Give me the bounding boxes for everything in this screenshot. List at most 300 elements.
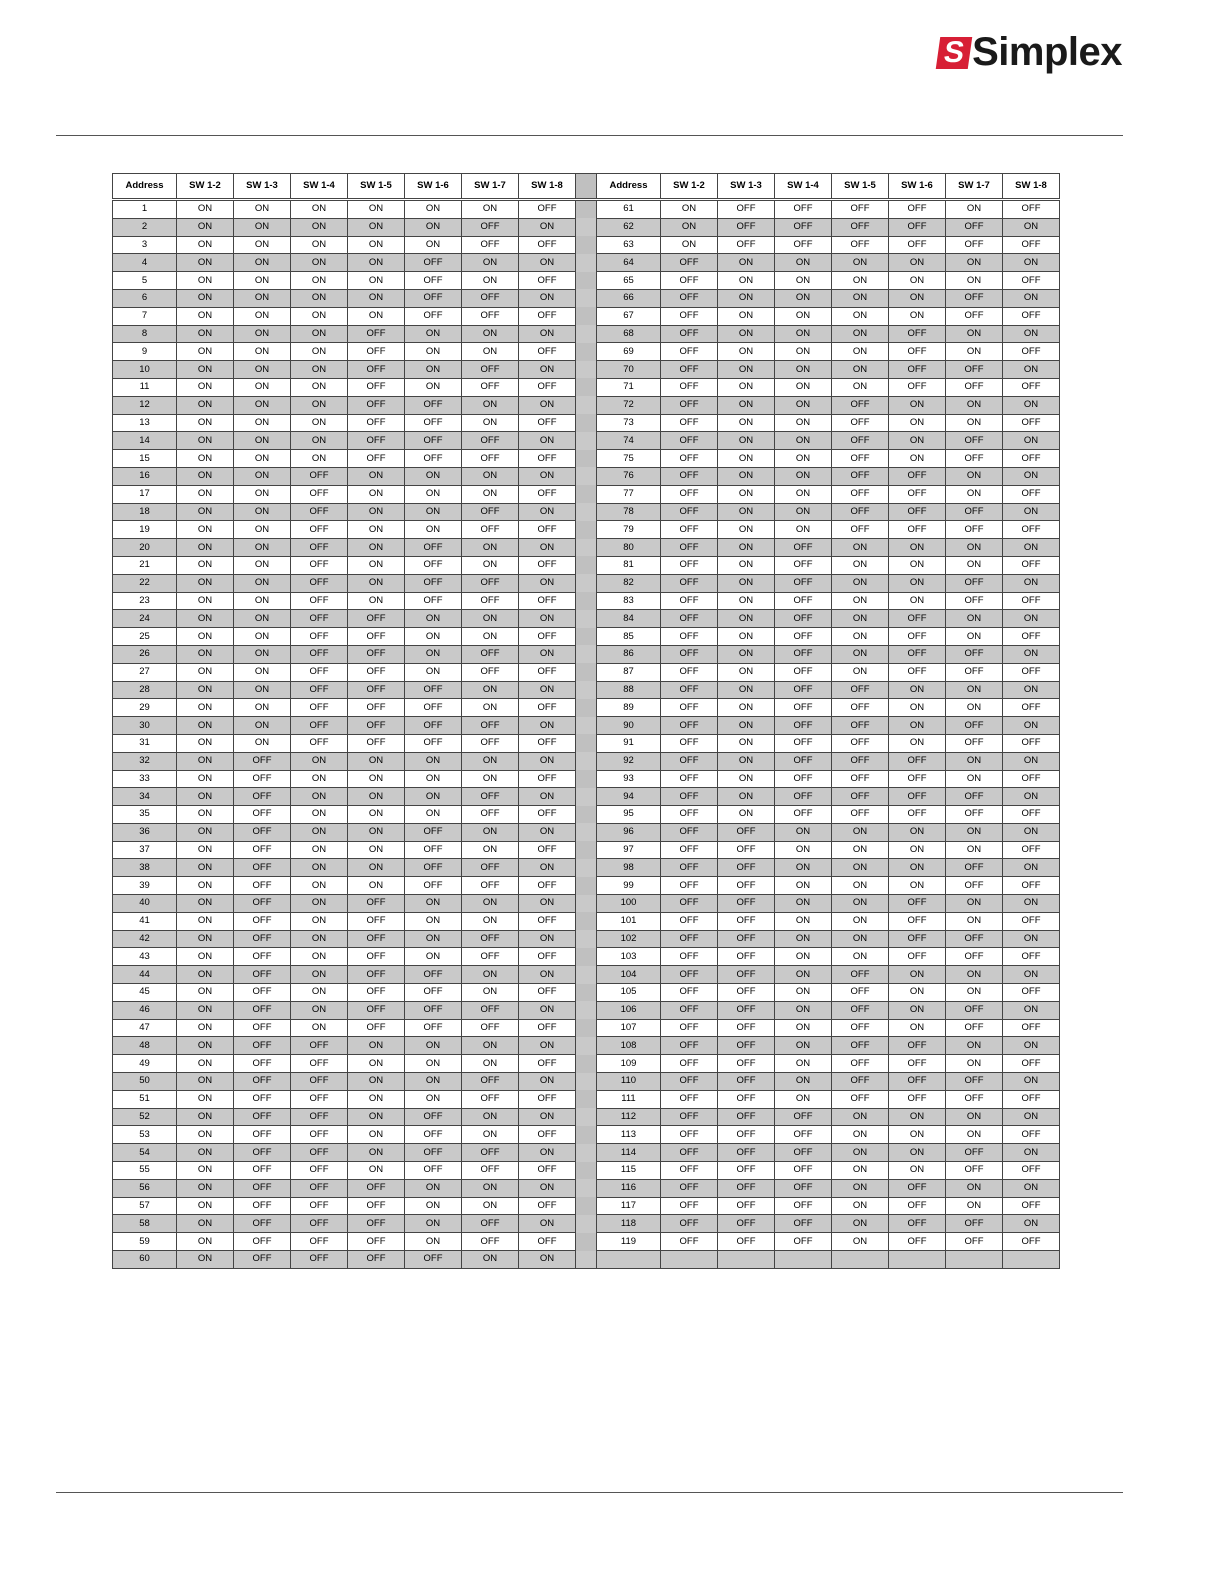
switch-cell: OFF bbox=[291, 1162, 348, 1180]
switch-cell: ON bbox=[718, 645, 775, 663]
switch-cell: ON bbox=[718, 592, 775, 610]
address-cell: 13 bbox=[113, 414, 177, 432]
table-gap bbox=[576, 503, 597, 521]
switch-cell: OFF bbox=[291, 1037, 348, 1055]
switch-cell: OFF bbox=[405, 1144, 462, 1162]
switch-cell: OFF bbox=[946, 236, 1003, 254]
switch-cell: ON bbox=[775, 396, 832, 414]
switch-cell: OFF bbox=[889, 467, 946, 485]
switch-cell: ON bbox=[234, 450, 291, 468]
switch-cell: OFF bbox=[519, 272, 576, 290]
switch-cell: ON bbox=[405, 912, 462, 930]
switch-cell: ON bbox=[1003, 895, 1060, 913]
switch-cell: OFF bbox=[462, 289, 519, 307]
switch-cell: ON bbox=[718, 414, 775, 432]
switch-cell: ON bbox=[405, 770, 462, 788]
switch-cell: ON bbox=[234, 361, 291, 379]
table-row bbox=[113, 663, 1060, 681]
table-gap bbox=[576, 841, 597, 859]
address-cell: 12 bbox=[113, 396, 177, 414]
table-row bbox=[113, 521, 1060, 539]
switch-cell: ON bbox=[348, 877, 405, 895]
table-row bbox=[113, 717, 1060, 735]
address-cell: 71 bbox=[597, 378, 661, 396]
address-cell: 14 bbox=[113, 432, 177, 450]
switch-cell: ON bbox=[177, 1001, 234, 1019]
switch-cell: ON bbox=[234, 699, 291, 717]
switch-cell: ON bbox=[946, 681, 1003, 699]
switch-cell: OFF bbox=[661, 752, 718, 770]
switch-cell: ON bbox=[177, 467, 234, 485]
switch-cell: ON bbox=[462, 200, 519, 219]
switch-cell bbox=[946, 1251, 1003, 1269]
switch-cell: ON bbox=[234, 396, 291, 414]
switch-cell: ON bbox=[348, 823, 405, 841]
switch-cell: OFF bbox=[234, 895, 291, 913]
switch-cell: OFF bbox=[775, 788, 832, 806]
switch-cell: ON bbox=[405, 1055, 462, 1073]
switch-cell: ON bbox=[832, 1162, 889, 1180]
switch-cell: ON bbox=[177, 325, 234, 343]
address-cell: 58 bbox=[113, 1215, 177, 1233]
switch-cell: OFF bbox=[1003, 378, 1060, 396]
switch-cell: OFF bbox=[348, 450, 405, 468]
switch-cell: OFF bbox=[1003, 236, 1060, 254]
switch-cell: ON bbox=[234, 645, 291, 663]
switch-cell: OFF bbox=[661, 539, 718, 557]
switch-cell: OFF bbox=[348, 930, 405, 948]
switch-cell: ON bbox=[234, 200, 291, 219]
table-row bbox=[113, 450, 1060, 468]
switch-cell: OFF bbox=[291, 592, 348, 610]
switch-cell: ON bbox=[234, 610, 291, 628]
switch-cell: ON bbox=[1003, 1073, 1060, 1091]
switch-cell: ON bbox=[291, 343, 348, 361]
switch-cell: OFF bbox=[348, 343, 405, 361]
switch-cell: OFF bbox=[661, 467, 718, 485]
table-row bbox=[113, 859, 1060, 877]
table-row bbox=[113, 930, 1060, 948]
switch-cell: OFF bbox=[234, 912, 291, 930]
switch-cell: OFF bbox=[405, 1162, 462, 1180]
address-cell: 98 bbox=[597, 859, 661, 877]
table-gap bbox=[576, 984, 597, 1002]
address-cell: 104 bbox=[597, 966, 661, 984]
table-row bbox=[113, 912, 1060, 930]
switch-cell: OFF bbox=[661, 930, 718, 948]
switch-cell: ON bbox=[832, 325, 889, 343]
switch-cell: ON bbox=[718, 450, 775, 468]
simplex-logo bbox=[938, 30, 1122, 75]
switch-cell: ON bbox=[348, 467, 405, 485]
switch-cell: OFF bbox=[234, 1037, 291, 1055]
switch-cell: ON bbox=[291, 378, 348, 396]
switch-cell: OFF bbox=[661, 806, 718, 824]
switch-cell: ON bbox=[177, 912, 234, 930]
address-cell: 109 bbox=[597, 1055, 661, 1073]
switch-cell: OFF bbox=[348, 610, 405, 628]
switch-cell: ON bbox=[946, 841, 1003, 859]
table-gap bbox=[576, 1144, 597, 1162]
switch-cell: OFF bbox=[234, 752, 291, 770]
switch-cell: OFF bbox=[405, 681, 462, 699]
switch-cell: ON bbox=[234, 663, 291, 681]
switch-cell: OFF bbox=[718, 1179, 775, 1197]
switch-cell: ON bbox=[291, 948, 348, 966]
switch-cell: ON bbox=[177, 1019, 234, 1037]
switch-cell: ON bbox=[775, 984, 832, 1002]
switch-cell: OFF bbox=[462, 734, 519, 752]
switch-cell: OFF bbox=[405, 1251, 462, 1269]
switch-cell: OFF bbox=[519, 236, 576, 254]
switch-cell: ON bbox=[405, 610, 462, 628]
address-cell: 72 bbox=[597, 396, 661, 414]
switch-cell: OFF bbox=[519, 948, 576, 966]
switch-cell: OFF bbox=[775, 556, 832, 574]
switch-cell: OFF bbox=[775, 610, 832, 628]
switch-cell: OFF bbox=[661, 610, 718, 628]
switch-cell: OFF bbox=[348, 966, 405, 984]
table-row bbox=[113, 681, 1060, 699]
switch-cell: OFF bbox=[661, 1037, 718, 1055]
switch-cell: OFF bbox=[519, 450, 576, 468]
table-gap bbox=[576, 539, 597, 557]
switch-cell: ON bbox=[462, 770, 519, 788]
address-cell: 86 bbox=[597, 645, 661, 663]
switch-cell: ON bbox=[177, 895, 234, 913]
switch-cell: OFF bbox=[348, 396, 405, 414]
switch-cell: ON bbox=[775, 1001, 832, 1019]
column-header: SW 1-7 bbox=[946, 174, 1003, 200]
switch-cell: ON bbox=[348, 218, 405, 236]
switch-cell: ON bbox=[946, 1108, 1003, 1126]
table-row bbox=[113, 734, 1060, 752]
switch-cell: ON bbox=[889, 432, 946, 450]
switch-cell: OFF bbox=[1003, 1019, 1060, 1037]
switch-cell: ON bbox=[348, 1055, 405, 1073]
switch-cell: OFF bbox=[1003, 307, 1060, 325]
switch-cell: ON bbox=[177, 432, 234, 450]
switch-cell: OFF bbox=[889, 218, 946, 236]
switch-cell: ON bbox=[832, 289, 889, 307]
switch-cell: OFF bbox=[405, 823, 462, 841]
dip-switch-address-table bbox=[112, 173, 1060, 1269]
switch-cell: OFF bbox=[889, 343, 946, 361]
switch-cell: OFF bbox=[832, 432, 889, 450]
switch-cell: OFF bbox=[1003, 521, 1060, 539]
table-row bbox=[113, 254, 1060, 272]
switch-cell: ON bbox=[1003, 823, 1060, 841]
switch-cell: OFF bbox=[348, 1019, 405, 1037]
switch-cell: ON bbox=[462, 254, 519, 272]
switch-cell: OFF bbox=[519, 877, 576, 895]
switch-cell: ON bbox=[405, 325, 462, 343]
switch-cell: OFF bbox=[889, 1215, 946, 1233]
switch-cell: ON bbox=[718, 325, 775, 343]
switch-cell: OFF bbox=[234, 823, 291, 841]
switch-cell: OFF bbox=[291, 521, 348, 539]
table-gap bbox=[576, 770, 597, 788]
switch-cell: ON bbox=[832, 361, 889, 379]
switch-cell: ON bbox=[889, 556, 946, 574]
switch-cell: OFF bbox=[234, 1001, 291, 1019]
switch-cell: OFF bbox=[946, 1073, 1003, 1091]
switch-cell: ON bbox=[234, 539, 291, 557]
switch-cell: OFF bbox=[661, 681, 718, 699]
table-row bbox=[113, 984, 1060, 1002]
switch-cell: ON bbox=[348, 1144, 405, 1162]
switch-cell: OFF bbox=[661, 432, 718, 450]
switch-cell: OFF bbox=[661, 1144, 718, 1162]
switch-cell: OFF bbox=[775, 699, 832, 717]
switch-cell: ON bbox=[462, 1108, 519, 1126]
switch-cell: ON bbox=[519, 1215, 576, 1233]
switch-cell: ON bbox=[291, 396, 348, 414]
switch-cell: OFF bbox=[661, 361, 718, 379]
switch-cell bbox=[718, 1251, 775, 1269]
table-gap bbox=[576, 895, 597, 913]
switch-cell: ON bbox=[832, 307, 889, 325]
switch-cell: ON bbox=[519, 396, 576, 414]
switch-cell: ON bbox=[832, 610, 889, 628]
switch-cell: OFF bbox=[1003, 1233, 1060, 1251]
switch-cell: ON bbox=[462, 895, 519, 913]
switch-cell: OFF bbox=[519, 1233, 576, 1251]
address-cell: 77 bbox=[597, 485, 661, 503]
table-row bbox=[113, 396, 1060, 414]
switch-cell: ON bbox=[348, 485, 405, 503]
switch-cell: ON bbox=[462, 699, 519, 717]
switch-cell: OFF bbox=[405, 396, 462, 414]
switch-cell: OFF bbox=[661, 1162, 718, 1180]
switch-cell: ON bbox=[177, 539, 234, 557]
address-cell: 42 bbox=[113, 930, 177, 948]
switch-cell: OFF bbox=[889, 788, 946, 806]
table-gap bbox=[576, 1090, 597, 1108]
switch-cell: ON bbox=[718, 574, 775, 592]
switch-cell: OFF bbox=[405, 966, 462, 984]
switch-cell: OFF bbox=[889, 1233, 946, 1251]
switch-cell: OFF bbox=[946, 1019, 1003, 1037]
switch-cell: ON bbox=[234, 325, 291, 343]
switch-cell: ON bbox=[889, 1162, 946, 1180]
table-gap bbox=[576, 218, 597, 236]
switch-cell: ON bbox=[462, 841, 519, 859]
switch-cell: ON bbox=[177, 1108, 234, 1126]
switch-cell: ON bbox=[718, 628, 775, 646]
switch-cell: ON bbox=[234, 717, 291, 735]
switch-cell: OFF bbox=[832, 770, 889, 788]
switch-cell: ON bbox=[889, 699, 946, 717]
switch-cell: OFF bbox=[462, 1215, 519, 1233]
switch-cell: ON bbox=[1003, 1108, 1060, 1126]
switch-cell: OFF bbox=[405, 414, 462, 432]
switch-cell: OFF bbox=[462, 236, 519, 254]
switch-cell: OFF bbox=[348, 699, 405, 717]
switch-cell: OFF bbox=[946, 592, 1003, 610]
switch-cell: OFF bbox=[775, 717, 832, 735]
table-row bbox=[113, 574, 1060, 592]
switch-cell: OFF bbox=[889, 930, 946, 948]
table-row bbox=[113, 361, 1060, 379]
switch-cell: OFF bbox=[718, 1001, 775, 1019]
switch-cell: ON bbox=[889, 1126, 946, 1144]
table-gap bbox=[576, 663, 597, 681]
switch-cell: OFF bbox=[661, 1108, 718, 1126]
switch-cell: OFF bbox=[775, 734, 832, 752]
switch-cell: OFF bbox=[832, 788, 889, 806]
switch-cell: OFF bbox=[462, 1144, 519, 1162]
address-cell: 108 bbox=[597, 1037, 661, 1055]
switch-cell: ON bbox=[348, 272, 405, 290]
switch-cell: ON bbox=[718, 681, 775, 699]
address-cell: 57 bbox=[113, 1197, 177, 1215]
switch-cell: OFF bbox=[661, 663, 718, 681]
switch-cell: OFF bbox=[1003, 1055, 1060, 1073]
switch-cell: ON bbox=[177, 1251, 234, 1269]
switch-cell: OFF bbox=[946, 948, 1003, 966]
switch-cell: ON bbox=[946, 610, 1003, 628]
switch-cell: ON bbox=[177, 254, 234, 272]
switch-cell: OFF bbox=[462, 307, 519, 325]
switch-cell: ON bbox=[832, 645, 889, 663]
table-row bbox=[113, 503, 1060, 521]
table-gap bbox=[576, 912, 597, 930]
switch-cell: ON bbox=[348, 1126, 405, 1144]
switch-cell: OFF bbox=[889, 1090, 946, 1108]
switch-cell: ON bbox=[291, 966, 348, 984]
switch-cell: OFF bbox=[462, 432, 519, 450]
switch-cell: OFF bbox=[1003, 663, 1060, 681]
switch-cell: ON bbox=[177, 1233, 234, 1251]
switch-cell: ON bbox=[519, 467, 576, 485]
switch-cell: ON bbox=[1003, 218, 1060, 236]
switch-cell: ON bbox=[1003, 467, 1060, 485]
switch-cell: OFF bbox=[832, 236, 889, 254]
switch-cell: ON bbox=[519, 1073, 576, 1091]
switch-cell: OFF bbox=[661, 770, 718, 788]
address-cell: 88 bbox=[597, 681, 661, 699]
switch-cell: OFF bbox=[234, 877, 291, 895]
switch-cell: ON bbox=[291, 912, 348, 930]
switch-cell: ON bbox=[718, 396, 775, 414]
switch-cell: ON bbox=[348, 539, 405, 557]
switch-cell: OFF bbox=[661, 717, 718, 735]
address-cell: 48 bbox=[113, 1037, 177, 1055]
switch-cell: ON bbox=[234, 521, 291, 539]
switch-cell: OFF bbox=[661, 948, 718, 966]
switch-cell: OFF bbox=[348, 1233, 405, 1251]
switch-cell: OFF bbox=[519, 485, 576, 503]
switch-cell: ON bbox=[519, 823, 576, 841]
switch-cell: ON bbox=[405, 236, 462, 254]
switch-cell: OFF bbox=[234, 1233, 291, 1251]
table-row bbox=[113, 788, 1060, 806]
switch-cell: OFF bbox=[519, 841, 576, 859]
switch-cell: OFF bbox=[462, 521, 519, 539]
switch-cell: ON bbox=[718, 485, 775, 503]
table-gap bbox=[576, 966, 597, 984]
table-row bbox=[113, 841, 1060, 859]
address-cell: 11 bbox=[113, 378, 177, 396]
switch-cell: OFF bbox=[889, 361, 946, 379]
address-cell: 9 bbox=[113, 343, 177, 361]
switch-cell: ON bbox=[462, 343, 519, 361]
table-row bbox=[113, 1251, 1060, 1269]
switch-cell: ON bbox=[775, 289, 832, 307]
switch-cell: OFF bbox=[519, 521, 576, 539]
switch-cell: ON bbox=[889, 1019, 946, 1037]
switch-cell: OFF bbox=[234, 1251, 291, 1269]
switch-cell: ON bbox=[775, 1073, 832, 1091]
switch-cell: OFF bbox=[348, 681, 405, 699]
table-row bbox=[113, 556, 1060, 574]
address-cell: 87 bbox=[597, 663, 661, 681]
switch-cell: ON bbox=[348, 1073, 405, 1091]
address-cell: 41 bbox=[113, 912, 177, 930]
switch-cell: ON bbox=[291, 432, 348, 450]
switch-cell: OFF bbox=[718, 218, 775, 236]
switch-cell: ON bbox=[832, 859, 889, 877]
address-cell: 49 bbox=[113, 1055, 177, 1073]
table-row bbox=[113, 218, 1060, 236]
switch-cell: ON bbox=[946, 414, 1003, 432]
switch-cell: ON bbox=[177, 200, 234, 219]
switch-cell: OFF bbox=[462, 1001, 519, 1019]
switch-cell: OFF bbox=[234, 1090, 291, 1108]
switch-cell: ON bbox=[291, 254, 348, 272]
switch-cell: ON bbox=[889, 1144, 946, 1162]
switch-cell: OFF bbox=[661, 1126, 718, 1144]
switch-cell: ON bbox=[405, 1215, 462, 1233]
table-gap bbox=[576, 432, 597, 450]
switch-cell: OFF bbox=[405, 1108, 462, 1126]
switch-cell: ON bbox=[234, 556, 291, 574]
switch-cell: ON bbox=[519, 1144, 576, 1162]
switch-cell: OFF bbox=[519, 307, 576, 325]
switch-cell: ON bbox=[946, 699, 1003, 717]
switch-cell: OFF bbox=[661, 574, 718, 592]
switch-cell: ON bbox=[348, 307, 405, 325]
table-gap bbox=[576, 485, 597, 503]
switch-cell: OFF bbox=[718, 895, 775, 913]
switch-cell: OFF bbox=[946, 1162, 1003, 1180]
switch-cell: OFF bbox=[1003, 912, 1060, 930]
footer-divider bbox=[56, 1492, 1123, 1493]
switch-cell: OFF bbox=[946, 717, 1003, 735]
switch-cell: ON bbox=[832, 912, 889, 930]
column-header: SW 1-8 bbox=[1003, 174, 1060, 200]
table-row bbox=[113, 1073, 1060, 1091]
switch-cell: OFF bbox=[661, 734, 718, 752]
address-cell: 8 bbox=[113, 325, 177, 343]
table-gap bbox=[576, 930, 597, 948]
switch-cell: ON bbox=[177, 556, 234, 574]
address-cell: 74 bbox=[597, 432, 661, 450]
address-cell: 67 bbox=[597, 307, 661, 325]
table-gap bbox=[576, 254, 597, 272]
switch-cell: OFF bbox=[291, 556, 348, 574]
switch-cell: ON bbox=[177, 1215, 234, 1233]
switch-cell: ON bbox=[177, 236, 234, 254]
switch-cell: ON bbox=[889, 592, 946, 610]
switch-cell: ON bbox=[291, 361, 348, 379]
switch-cell: OFF bbox=[889, 521, 946, 539]
switch-cell: ON bbox=[291, 788, 348, 806]
switch-cell: OFF bbox=[718, 1197, 775, 1215]
switch-cell: ON bbox=[519, 930, 576, 948]
switch-cell: OFF bbox=[234, 1073, 291, 1091]
